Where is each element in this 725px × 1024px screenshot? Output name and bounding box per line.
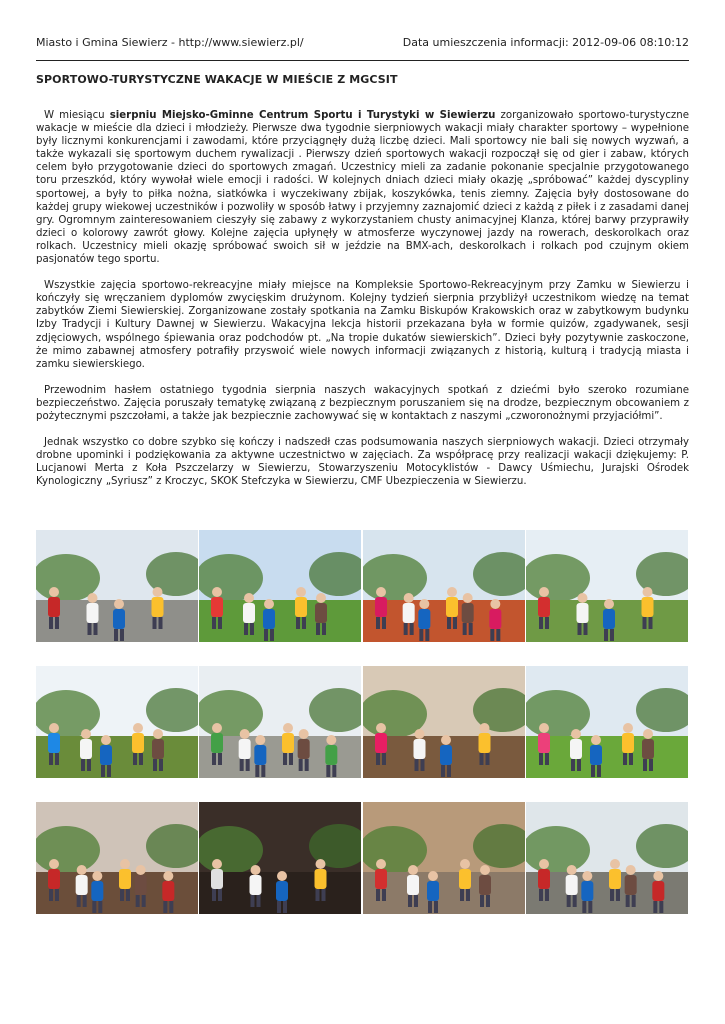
gallery-photo-fountain-square-children[interactable] bbox=[199, 666, 361, 778]
gallery-photo-children-group-closeup[interactable] bbox=[36, 802, 198, 914]
article-body bbox=[36, 109, 689, 501]
organizer-name: sierpniu Miejsko-Gminne Centrum Sportu i Turystyki w Siewierzu bbox=[109, 110, 496, 121]
gallery-photo-klanza-parachute-game[interactable] bbox=[199, 530, 361, 642]
gallery-photo-meadow-castle-kids[interactable] bbox=[526, 666, 688, 778]
paragraph-4: Jednak wszystko co dobre szybko się kończy i nadszedł czas podsumowania naszych sierpniowych wakacji. Dzieci otrzymały drobne upominki i podziękowania za aktywne uczestnictwo w zajęciach. Za współpracę przy realizacji wakacji dziękujemy: P. Lucjanowi Merta z Koła Pszczelarzy w Siewierzu, Stowarzyszeniu Motocyklistów - Dawcy Uśmiechu, Jurajski Ośrodek Kynologiczny „Syriusz” z Kroczyc, SKOK Stefczyka w Siewierzu, CMF Ubezpieczenia w Siewierzu. bbox=[36, 437, 689, 488]
gallery-photo-indoor-children-dark[interactable] bbox=[199, 802, 361, 914]
paragraph-3: Przewodnim hasłem ostatniego tygodnia sierpnia naszych wakacyjnych spotkań z dziećmi było szeroko rozumiane bezpieczeństwo. Zajęcia poruszały tematykę związaną z bezpiecznym poruszaniem się na drodze, bezpiecznym obcowaniem z pożytecznymi pszczołami, a także jak bezpiecznie zachowywać się w kontaktach z naszymi „czworonożnymi przyjaciółmi”. bbox=[36, 384, 689, 422]
publish-date: Data umieszczenia informacji: 2012-09-06 08:10:12 bbox=[402, 36, 689, 49]
paragraph-2: Wszystkie zajęcia sportowo-rekreacyjne miały miejsce na Kompleksie Sportowo-Rekreacyjnym przy Zamku w Siewierzu i kończyły się wręczaniem dyplomów zwycięskim drużynom. Kolejny tydzień sierpnia przybliżył uczestnikom wiedzę na temat zabytków Ziemi Siewierskiej. Zorganizowane zostały spotkania na Zamku Biskupów Krakowskich oraz w zabytkowym budynku Izby Tradycji i Kultury Dawnej w Siewierzu. Wakacyjna lekcja historii przekazana była w formie quizów, zgadywanek, sesji zdjęciowych, wspólnego śpiewania oraz podchodów pt. „Na tropie dukatów siewierskich”. Dzieci były pozytywnie zaskoczone, że mimo zabawnej atmosfery potrafiły przyswoić wiele nowych informacji związanych z historią, kulturą i tradycją miasta i zamku siewierskiego. bbox=[36, 280, 689, 370]
gallery-photo-quiz-table-girl-pink[interactable] bbox=[363, 666, 525, 778]
gallery-photo-fire-truck-children[interactable] bbox=[526, 802, 688, 914]
header-divider bbox=[36, 60, 689, 61]
gallery-photo-bmx-rider-skatepark[interactable] bbox=[36, 530, 198, 642]
gallery-photo-castle-motorcycles[interactable] bbox=[526, 530, 688, 642]
gallery-photo-castle-ruins-group[interactable] bbox=[36, 666, 198, 778]
gallery-photo-tennis-court-ball-games[interactable] bbox=[363, 530, 525, 642]
gallery-photo-costumed-kids-stone-wall[interactable] bbox=[363, 802, 525, 914]
paragraph-1: W miesiącu sierpniu Miejsko-Gminne Centrum Sportu i Turystyki w Siewierzu zorganizowało sportowo-turystyczne wakacje w mieście dla dzieci i młodzieży. Pierwsze dwa tygodnie sierpniowych wakacji miały charakter sportowy – wypełnione były licznymi konkurencjami i zawodami, które przyciągnęły dużą liczbę dzieci. Mali sportowcy nie bali się nowych wyzwań, a także wykazali się sportowym duchem rywalizacji . Pierwszy dzień sportowych wakacji rozpoczął się od gier i zabaw, których celem było przygotowanie dzieci do sportowych zmagań. Uczestnicy mieli za zadanie pokonanie specjalnie przygotowanego toru przeszkód, który wywołał wiele emocji i radości. W kolejnych dniach dzieci miały okazję „spróbować” każdej dyscypliny sportowej, a były to piłka nożna, siatkówka i wyczekiwany zbijak, koszykówka, tenis ziemny. Zajęcia były dostosowane do każdej grupy wiekowej uczestników i pozwoliły w sposób łatwy i przyjemny zaznajomić dzieci z każdą z piłek i z zasadami danej gry. Ogromnym zainteresowaniem cieszyły się zabawy z wykorzystaniem chusty animacyjnej Klanza, której barwy przyprawiły dzieci o kolorowy zawrót głowy. Kolejne zajęcia upłynęły w atmosferze wyczynowej jazdy na rowerach, deskorolkach oraz rolkach. Uczestnicy mieli okazję spróbować swoich sił w jeździe na BMX-ach, deskorolkach i rolkach pod czujnym okiem pasjonatów tego sportu. bbox=[36, 110, 689, 266]
page-header bbox=[36, 36, 689, 56]
site-name: Miasto i Gmina Siewierz - http://www.siewierz.pl/ bbox=[36, 36, 304, 49]
article-title: SPORTOWO-TURYSTYCZNE WAKACJE W MIEŚCIE Z MGCSIT bbox=[36, 73, 398, 86]
